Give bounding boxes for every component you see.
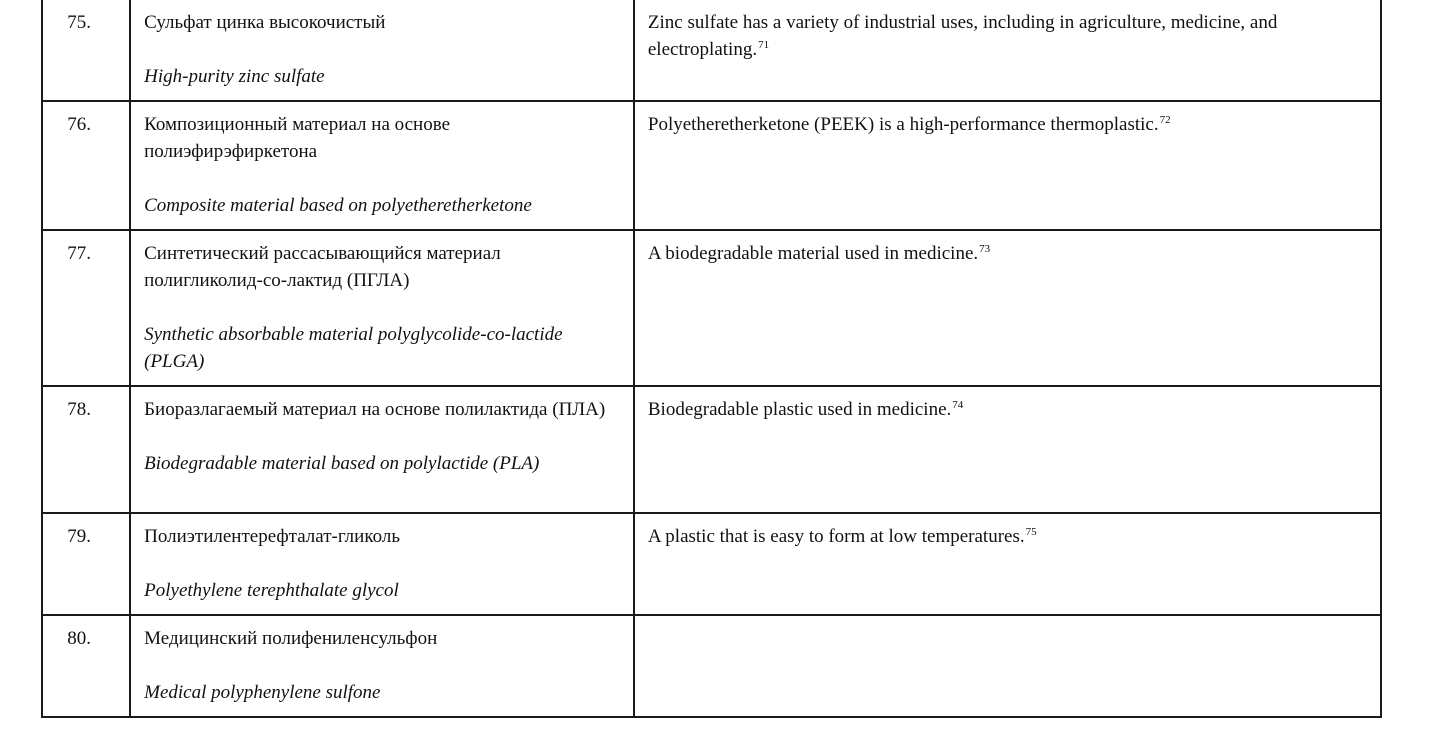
- material-name-ru: Биоразлагаемый материал на основе полилактида (ПЛА): [144, 399, 606, 420]
- description-cell: [634, 0, 1381, 101]
- material-name-cell: [130, 101, 634, 230]
- table-row: [42, 386, 1381, 513]
- table-row: [42, 513, 1381, 615]
- table-row: [42, 0, 1381, 101]
- description-cell: [634, 513, 1381, 615]
- material-name-en: High-purity zinc sulfate: [144, 66, 325, 87]
- material-name-cell: [130, 513, 634, 615]
- material-name-ru: Полиэтилентерефталат-гликоль: [144, 526, 400, 547]
- description-cell: [634, 615, 1381, 717]
- table-row: [42, 230, 1381, 386]
- materials-table: [41, 0, 1382, 718]
- material-name-cell: [130, 230, 634, 386]
- footnote-ref[interactable]: 75: [1025, 525, 1037, 538]
- material-name-en: Medical polyphenylene sulfone: [144, 682, 381, 703]
- footnote-ref[interactable]: 71: [758, 38, 770, 51]
- description-text: Biodegradable plastic used in medicine.: [647, 399, 952, 420]
- row-number: 80.: [42, 615, 130, 717]
- row-number: 75.: [42, 0, 130, 101]
- material-name-ru: Сульфат цинка высокочистый: [144, 12, 386, 33]
- table-row: [42, 615, 1381, 717]
- description-cell: [634, 101, 1381, 230]
- description-text: Zinc sulfate has a variety of industrial uses, including in agriculture, medicine, and electroplating.: [647, 12, 1278, 60]
- description-cell: [634, 230, 1381, 386]
- material-name-en: Synthetic absorbable material polyglycolide-co-lactide (PLGA): [144, 324, 563, 372]
- row-number: 76.: [42, 101, 130, 230]
- row-number: 79.: [42, 513, 130, 615]
- material-name-cell: [130, 386, 634, 513]
- material-name-ru: Синтетический рассасывающийся материал полигликолид-со-лактид (ПГЛА): [144, 243, 501, 291]
- table-row: [42, 101, 1381, 230]
- material-name-ru: Медицинский полифениленсульфон: [144, 628, 438, 649]
- footnote-ref[interactable]: 73: [979, 242, 991, 255]
- description-text: A plastic that is easy to form at low temperatures.: [647, 526, 1025, 547]
- material-name-ru: Композиционный материал на основе полиэфирэфиркетона: [144, 114, 450, 162]
- material-name-en: Biodegradable material based on polylactide (PLA): [144, 453, 540, 474]
- material-name-en: Composite material based on polyetheretherketone: [144, 195, 532, 216]
- material-name-en: Polyethylene terephthalate glycol: [144, 580, 399, 601]
- description-cell: [634, 386, 1381, 513]
- material-name-cell: [130, 0, 634, 101]
- row-number: 77.: [42, 230, 130, 386]
- row-number: 78.: [42, 386, 130, 513]
- description-text: A biodegradable material used in medicine.: [647, 243, 979, 264]
- footnote-ref[interactable]: 72: [1159, 113, 1171, 126]
- footnote-ref[interactable]: 74: [952, 398, 964, 411]
- description-text: Polyetheretherketone (PEEK) is a high-performance thermoplastic.: [647, 114, 1159, 135]
- material-name-cell: [130, 615, 634, 717]
